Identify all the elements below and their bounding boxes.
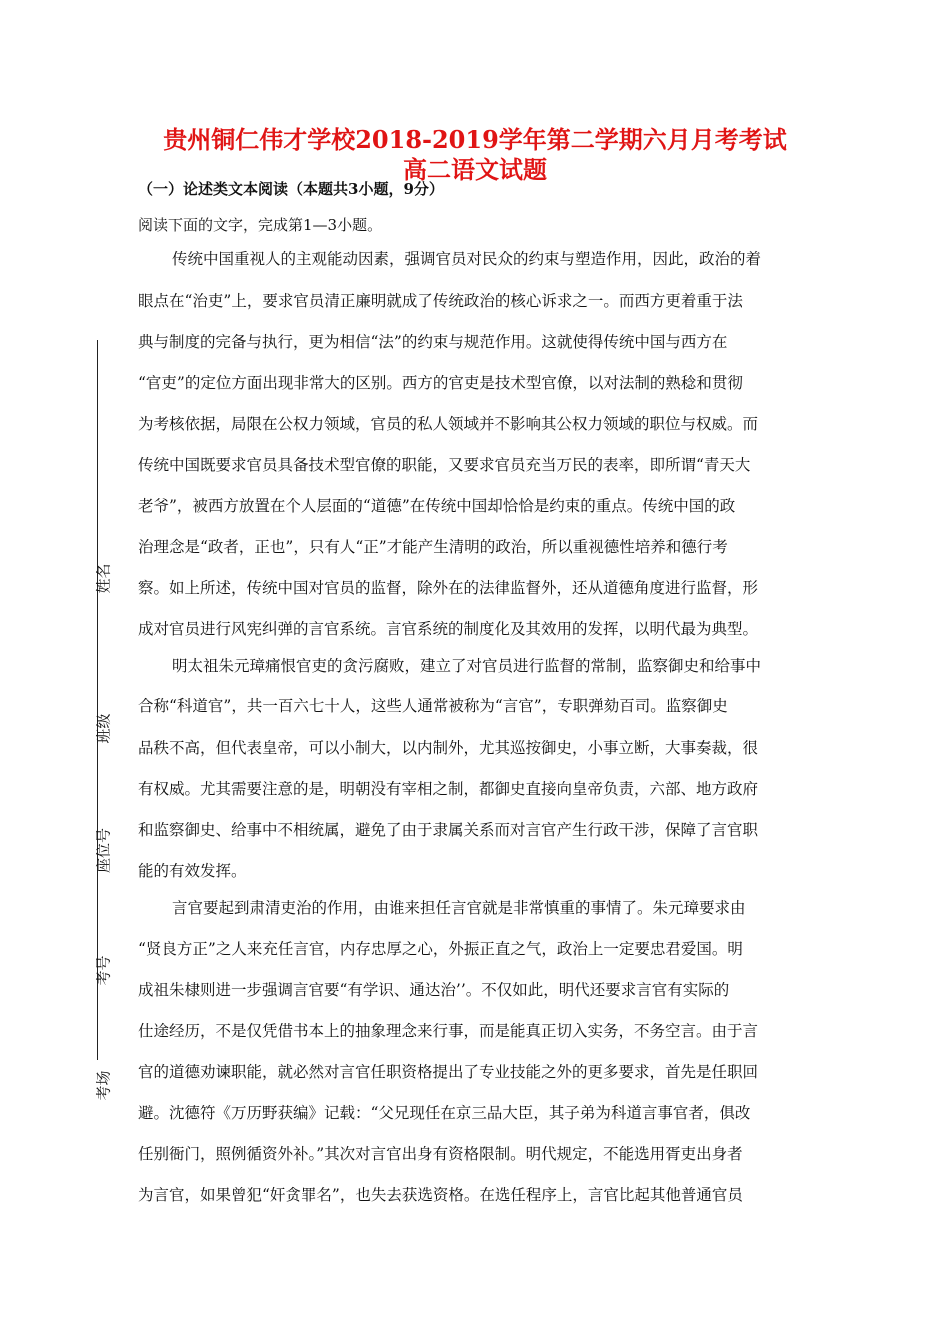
sidebar-name-label: 姓名 (94, 563, 113, 594)
paragraph-3-line-2: “贤良方正”之人来充任言官，内存忠厚之心，外振正直之气，政治上一定要忠君爱国。明 (138, 940, 743, 958)
section-heading: （一）论述类文本阅读（本题共3小题，9分） (138, 180, 444, 198)
sidebar-exam-room-label: 考场 (94, 1070, 113, 1101)
paragraph-3-line-7: 任别衙门，照例循资外补。”其次对言官出身有资格限制。明代规定，不能选用胥吏出身者 (138, 1145, 743, 1163)
paragraph-2-line-4: 有权威。尤其需要注意的是，明朝没有宰相之制，都御史直接向皇帝负责，六部、地方政府 (138, 780, 759, 798)
paragraph-1-line-9: 察。如上所述，传统中国对官员的监督，除外在的法律监督外，还从道德角度进行监督，形 (138, 579, 759, 597)
paragraph-1-line-2: 眼点在“治吏”上，要求官员清正廉明就成了传统政治的核心诉求之一。而西方更着重于法 (138, 292, 743, 310)
paragraph-1-line-8: 治理念是“政者，正也”，只有人“正”才能产生清明的政治，所以重视德性培养和德行考 (138, 538, 728, 556)
paragraph-2-line-2: 合称“科道官”，共一百六七十人，这些人通常被称为“言官”，专职弹劾百司。监察御史 (138, 697, 728, 715)
reading-instruction: 阅读下面的文字，完成第1—3小题。 (138, 216, 383, 234)
exam-title-line-2: 高二语文试题 (403, 155, 547, 184)
paragraph-3-line-4: 仕途经历，不是仅凭借书本上的抽象理念来行事，而是能真正切入实务，不务空言。由于言 (138, 1022, 759, 1040)
paragraph-3-line-8: 为言官，如果曾犯“奸贪罪名”，也失去获选资格。在选任程序上，言官比起其他普通官员 (138, 1186, 743, 1204)
sidebar-class-label: 班级 (94, 713, 113, 744)
exam-title-line-1: 贵州铜仁伟才学校2018-2019学年第二学期六月月考考试 (163, 125, 787, 154)
paragraph-2-line-6: 能的有效发挥。 (138, 862, 247, 880)
paragraph-2-line-5: 和监察御史、给事中不相统属，避免了由于隶属关系而对言官产生行政干涉，保障了言官职 (138, 821, 759, 839)
paragraph-1-line-10: 成对官员进行风宪纠弹的言官系统。言官系统的制度化及其效用的发挥，以明代最为典型。 (138, 620, 759, 638)
paragraph-1-line-4: “官吏”的定位方面出现非常大的区别。西方的官吏是技术型官僚，以对法制的熟稔和贯彻 (138, 374, 743, 392)
paragraph-3-line-6: 避。沈德符《万历野获编》记载：“父兄现任在京三品大臣，其子弟为科道言事官者，俱改 (138, 1104, 751, 1122)
paragraph-1-line-7: 老爷”，被西方放置在个人层面的“道德”在传统中国却恰恰是约束的重点。传统中国的政 (138, 497, 736, 515)
paragraph-1-line-5: 为考核依据，局限在公权力领域，官员的私人领域并不影响其公权力领域的职位与权威。而 (138, 415, 759, 433)
sidebar-exam-number-label: 考号 (94, 955, 113, 986)
paragraph-3-line-3: 成祖朱棣则进一步强调言官要“有学识、通达治’’。不仅如此，明代还要求言官有实际的 (138, 981, 730, 999)
paragraph-1-line-1: 传统中国重视人的主观能动因素，强调官员对民众的约束与塑造作用，因此，政治的着 (172, 250, 762, 268)
sidebar-seat-label: 座位号 (94, 828, 113, 874)
paragraph-3-line-1: 言官要起到肃清吏治的作用，由谁来担任言官就是非常慎重的事情了。朱元璋要求由 (172, 899, 746, 917)
paragraph-1-line-3: 典与制度的完备与执行，更为相信“法”的约束与规范作用。这就使得传统中国与西方在 (138, 333, 728, 351)
paragraph-3-line-5: 官的道德劝谏职能，就必然对言官任职资格提出了专业技能之外的更多要求，首先是任职回 (138, 1063, 759, 1081)
paragraph-2-line-1: 明太祖朱元璋痛恨官吏的贪污腐败，建立了对官员进行监督的常制，监察御史和给事中 (172, 657, 762, 675)
paragraph-1-line-6: 传统中国既要求官员具备技术型官僚的职能，又要求官员充当万民的表率，即所谓“青天大 (138, 456, 751, 474)
paragraph-2-line-3: 品秩不高，但代表皇帝，可以小制大，以内制外，尤其巡按御史，小事立断，大事奏裁，很 (138, 739, 759, 757)
